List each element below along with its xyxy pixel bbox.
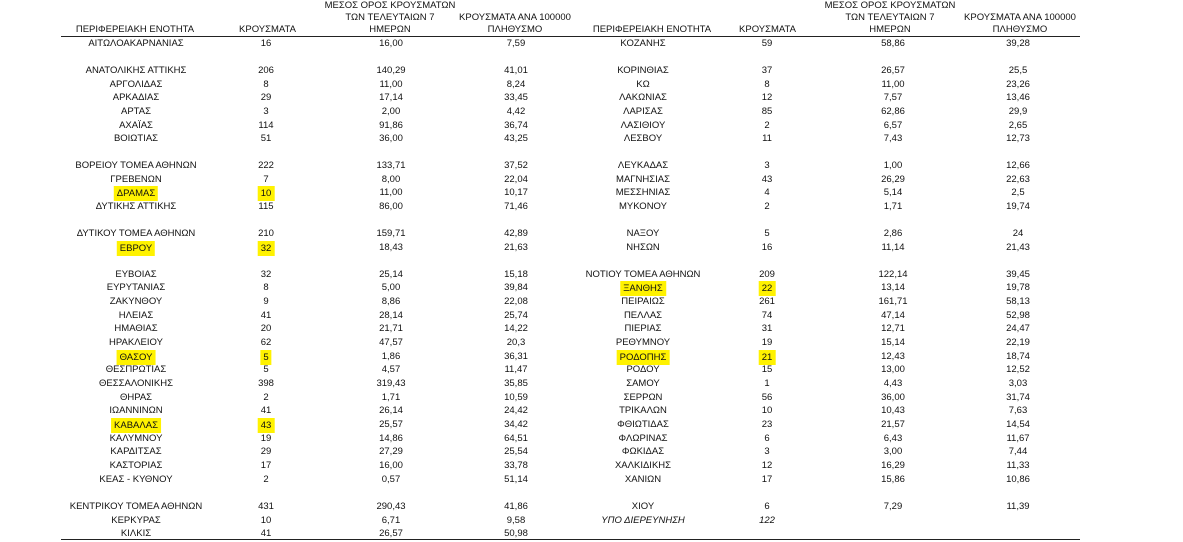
right-cell-per100k: 21,43 [1006, 242, 1030, 253]
left-cell-cases: 41 [260, 310, 272, 321]
right-cell-per100k: 10,86 [1006, 474, 1030, 485]
left-cell-cases: 32 [260, 269, 272, 280]
right-cell-cases: 6 [764, 433, 770, 444]
left-cell-region: ΚΕΝΤΡΙΚΟΥ ΤΟΜΕΑ ΑΘΗΝΩΝ [69, 501, 203, 512]
left-cell-avg7: 1,86 [381, 351, 401, 362]
left-cell-cases: 114 [258, 120, 274, 131]
left-cell-region: ΔΥΤΙΚΟΥ ΤΟΜΕΑ ΑΘΗΝΩΝ [76, 228, 196, 239]
right-cell-region: ΜΥΚΟΝΟΥ [619, 201, 667, 212]
left-cell-region: ΑΝΑΤΟΛΙΚΗΣ ΑΤΤΙΚΗΣ [85, 65, 187, 76]
left-cell-region: ΖΑΚΥΝΘΟΥ [109, 296, 163, 307]
right-cell-region: ΣΑΜΟΥ [626, 378, 660, 389]
right-cell-region: ΚΩ [636, 79, 650, 90]
right-cell-per100k: 19,74 [1006, 201, 1030, 212]
left-cell-cases: 8 [263, 282, 269, 293]
left-cell-cases: 115 [258, 201, 274, 212]
left-cell-cases: 41 [260, 528, 272, 539]
left-cell-avg7: 133,71 [376, 160, 406, 171]
right-table-row [0, 473, 1183, 486]
right-table-row [0, 64, 1183, 77]
left-cell-per100k: 43,25 [504, 133, 528, 144]
right-cell-avg7: 21,57 [881, 419, 905, 430]
right-cell-region: ΛΑΣΙΘΙΟΥ [620, 120, 666, 131]
right-cell-avg7: 1,00 [883, 160, 903, 171]
right-cell-per100k: 24 [1012, 228, 1024, 239]
right-cell-cases: 74 [761, 310, 773, 321]
right-cell-avg7: 5,14 [883, 187, 903, 198]
left-cell-avg7: 11,00 [379, 79, 403, 90]
right-cell-per100k: 31,74 [1006, 392, 1030, 403]
left-cell-cases: 9 [263, 296, 269, 307]
left-cell-per100k: 8,24 [506, 79, 526, 90]
right-table-row [0, 404, 1183, 417]
right-table-row [0, 309, 1183, 322]
left-cell-avg7: 86,00 [379, 201, 403, 212]
right-cell-avg7: 1,71 [883, 201, 903, 212]
right-table-row [0, 200, 1183, 213]
right-cell-per100k: 2,5 [1011, 187, 1025, 198]
left-cell-avg7: 290,43 [376, 501, 406, 512]
right-cell-per100k: 7,63 [1008, 405, 1028, 416]
left-cell-per100k: 7,59 [506, 38, 526, 49]
right-cell-per100k: 11,67 [1006, 433, 1030, 444]
left-cell-region: ΚΕΡΚΥΡΑΣ [111, 515, 161, 526]
left-cell-cases: 8 [263, 79, 269, 90]
left-cell-cases: 20 [260, 323, 272, 334]
left-cell-avg7: 1,71 [381, 392, 401, 403]
right-cell-avg7: 15,14 [881, 337, 905, 348]
left-cell-avg7: 11,00 [379, 187, 403, 198]
left-cell-avg7: 2,00 [381, 106, 401, 117]
left-cell-cases: 3 [263, 106, 269, 117]
left-cell-region: ΑΡΓΟΛΙΔΑΣ [109, 79, 163, 90]
right-cell-region: ΠΕΛΛΑΣ [623, 310, 663, 321]
left-cell-avg7: 140,29 [376, 65, 406, 76]
right-cell-cases: 2 [764, 201, 770, 212]
left-cell-region: ΚΑΡΔΙΤΣΑΣ [110, 446, 162, 457]
right-cell-avg7: 7,29 [883, 501, 903, 512]
left-cell-per100k: 25,54 [504, 446, 528, 457]
right-cell-per100k: 13,46 [1006, 92, 1030, 103]
left-cell-cases: 2 [263, 474, 269, 485]
right-cell-region: ΛΑΡΙΣΑΣ [623, 106, 663, 117]
right-table-row [0, 186, 1183, 199]
right-cell-per100k: 3,03 [1008, 378, 1028, 389]
left-cell-per100k: 33,45 [504, 92, 528, 103]
left-cell-avg7: 28,14 [379, 310, 403, 321]
left-cell-avg7: 8,86 [381, 296, 401, 307]
right-cell-avg7: 7,43 [883, 133, 903, 144]
right-cell-avg7: 26,57 [881, 65, 905, 76]
left-header-per100k: ΚΡΟΥΣΜΑΤΑ ΑΝΑ 100000 ΠΛΗΘΥΣΜΟ [459, 12, 571, 35]
right-cell-per100k: 22,63 [1006, 174, 1030, 185]
right-table-row [0, 281, 1183, 294]
right-table-row [0, 363, 1183, 376]
right-table-row [0, 37, 1183, 50]
right-cell-region: ΦΛΩΡΙΝΑΣ [618, 433, 668, 444]
right-table-row [0, 391, 1183, 404]
left-cell-avg7: 18,43 [379, 242, 403, 253]
right-cell-cases: 56 [761, 392, 773, 403]
left-cell-cases: 10 [258, 186, 275, 201]
left-cell-cases: 222 [258, 160, 274, 171]
left-cell-per100k: 41,01 [504, 65, 528, 76]
right-cell-region: ΠΕΙΡΑΙΩΣ [621, 296, 665, 307]
right-table-row [0, 432, 1183, 445]
left-cell-region: ΑΙΤΩΛΟΑΚΑΡΝΑΝΙΑΣ [88, 38, 184, 49]
left-cell-per100k: 41,86 [504, 501, 528, 512]
right-table-row [0, 173, 1183, 186]
left-cell-cases: 2 [263, 392, 269, 403]
left-cell-avg7: 0,57 [381, 474, 401, 485]
right-cell-avg7: 13,14 [881, 282, 905, 293]
right-cell-per100k: 12,66 [1006, 160, 1030, 171]
left-cell-cases: 398 [258, 378, 274, 389]
left-cell-cases: 210 [258, 228, 274, 239]
right-cell-avg7: 6,43 [883, 433, 903, 444]
left-cell-per100k: 9,58 [506, 515, 526, 526]
left-cell-region: ΑΡΚΑΔΙΑΣ [112, 92, 160, 103]
right-cell-region: ΡΟΔΟΥ [626, 364, 660, 375]
right-cell-cases: 59 [761, 38, 773, 49]
left-cell-cases: 19 [260, 433, 272, 444]
left-cell-avg7: 4,57 [381, 364, 401, 375]
right-cell-cases: 5 [764, 228, 770, 239]
right-cell-cases: 23 [761, 419, 773, 430]
left-cell-avg7: 14,86 [379, 433, 403, 444]
right-cell-region: ΞΑΝΘΗΣ [620, 281, 666, 296]
right-cell-region: ΝΑΞΟΥ [626, 228, 660, 239]
left-cell-per100k: 36,74 [504, 120, 528, 131]
right-cell-cases: 4 [764, 187, 770, 198]
right-cell-avg7: 12,43 [881, 351, 905, 362]
right-cell-region: ΚΟΡΙΝΘΙΑΣ [617, 65, 669, 76]
left-cell-region: ΙΩΑΝΝΙΝΩΝ [109, 405, 163, 416]
left-cell-region: ΗΡΑΚΛΕΙΟΥ [109, 337, 163, 348]
right-table-row [0, 78, 1183, 91]
right-cell-avg7: 11,14 [881, 242, 905, 253]
right-cell-cases: 15 [761, 364, 773, 375]
right-table-row [0, 132, 1183, 145]
right-table-row [0, 268, 1183, 281]
left-table-row [0, 527, 1183, 540]
right-table-row [0, 105, 1183, 118]
right-table-row [0, 227, 1183, 240]
right-cell-avg7: 26,29 [881, 174, 905, 185]
right-cell-avg7: 4,43 [883, 378, 903, 389]
left-cell-cases: 431 [258, 501, 274, 512]
left-cell-per100k: 37,52 [504, 160, 528, 171]
left-cell-per100k: 22,04 [504, 174, 528, 185]
right-cell-region: ΛΕΣΒΟΥ [623, 133, 663, 144]
left-cell-cases: 17 [260, 460, 272, 471]
left-cell-region: ΔΡΑΜΑΣ [114, 186, 158, 201]
right-cell-cases: 2 [764, 120, 770, 131]
left-cell-avg7: 91,86 [379, 120, 403, 131]
right-cell-per100k: 52,98 [1006, 310, 1030, 321]
right-cell-per100k: 25,5 [1008, 65, 1028, 76]
right-table-row [0, 445, 1183, 458]
left-cell-per100k: 22,08 [504, 296, 528, 307]
right-cell-avg7: 10,43 [881, 405, 905, 416]
left-cell-per100k: 50,98 [504, 528, 528, 539]
right-table-row [0, 159, 1183, 172]
left-cell-per100k: 20,3 [506, 337, 526, 348]
right-cell-region: ΜΑΓΝΗΣΙΑΣ [616, 174, 670, 185]
left-cell-cases: 7 [263, 174, 269, 185]
left-cell-per100k: 11,47 [504, 364, 528, 375]
right-cell-per100k: 24,47 [1006, 323, 1030, 334]
left-cell-per100k: 10,59 [504, 392, 528, 403]
right-cell-cases: 11 [762, 133, 772, 144]
right-cell-region: ΧΑΛΚΙΔΙΚΗΣ [614, 460, 672, 471]
right-cell-per100k: 39,45 [1006, 269, 1030, 280]
left-cell-avg7: 319,43 [376, 378, 406, 389]
right-cell-per100k: 12,52 [1006, 364, 1030, 375]
right-table-row [0, 514, 1183, 527]
left-cell-region: ΕΒΡΟΥ [117, 241, 155, 256]
right-cell-cases: 122 [759, 515, 775, 526]
right-cell-per100k: 22,19 [1006, 337, 1030, 348]
right-cell-cases: 209 [759, 269, 775, 280]
right-cell-cases: 8 [764, 79, 770, 90]
right-cell-cases: 6 [764, 501, 770, 512]
right-cell-cases: 3 [764, 446, 770, 457]
right-cell-region: ΛΕΥΚΑΔΑΣ [617, 160, 669, 171]
left-cell-region: ΗΜΑΘΙΑΣ [114, 323, 158, 334]
right-cell-per100k: 58,13 [1006, 296, 1030, 307]
right-cell-avg7: 6,57 [883, 120, 903, 131]
left-cell-avg7: 25,14 [379, 269, 403, 280]
right-cell-per100k: 18,74 [1006, 351, 1030, 362]
right-cell-avg7: 62,86 [881, 106, 905, 117]
left-cell-cases: 62 [260, 337, 272, 348]
right-cell-cases: 16 [761, 242, 773, 253]
left-cell-avg7: 25,57 [379, 419, 403, 430]
left-cell-region: ΗΛΕΙΑΣ [118, 310, 154, 321]
right-cell-region: ΡΟΔΟΠΗΣ [617, 350, 670, 365]
right-cell-avg7: 36,00 [881, 392, 905, 403]
left-cell-cases: 32 [258, 241, 275, 256]
left-cell-region: ΕΥΒΟΙΑΣ [115, 269, 157, 280]
right-cell-per100k: 19,78 [1006, 282, 1030, 293]
right-cell-avg7: 7,57 [883, 92, 903, 103]
left-cell-per100k: 33,78 [504, 460, 528, 471]
right-cell-per100k: 7,44 [1008, 446, 1028, 457]
right-cell-per100k: 14,54 [1006, 419, 1030, 430]
left-cell-region: ΚΙΛΚΙΣ [120, 528, 152, 539]
right-cell-avg7: 58,86 [881, 38, 905, 49]
left-cell-avg7: 47,57 [379, 337, 403, 348]
right-cell-cases: 12 [761, 460, 773, 471]
right-cell-cases: 37 [761, 65, 773, 76]
right-cell-per100k: 11,33 [1006, 460, 1030, 471]
right-cell-avg7: 47,14 [881, 310, 905, 321]
left-cell-region: ΘΑΣΟΥ [117, 350, 156, 365]
left-cell-avg7: 27,29 [379, 446, 403, 457]
right-cell-avg7: 161,71 [878, 296, 908, 307]
right-cell-per100k: 11,39 [1006, 501, 1030, 512]
left-cell-per100k: 25,74 [504, 310, 528, 321]
left-cell-region: ΕΥΡΥΤΑΝΙΑΣ [106, 282, 166, 293]
left-cell-cases: 10 [260, 515, 272, 526]
left-cell-cases: 41 [260, 405, 272, 416]
left-cell-avg7: 26,14 [379, 405, 403, 416]
right-cell-cases: 85 [761, 106, 773, 117]
left-cell-region: ΓΡΕΒΕΝΩΝ [110, 174, 162, 185]
right-cell-per100k: 2,65 [1008, 120, 1028, 131]
right-table-row [0, 241, 1183, 254]
right-cell-region: ΧΙΟΥ [631, 501, 655, 512]
right-table-row [0, 336, 1183, 349]
left-cell-cases: 43 [258, 418, 275, 433]
right-cell-cases: 261 [759, 296, 775, 307]
right-cell-avg7: 3,00 [883, 446, 903, 457]
left-cell-cases: 29 [260, 92, 272, 103]
left-cell-avg7: 21,71 [379, 323, 403, 334]
right-cell-cases: 19 [761, 337, 773, 348]
left-header-cases: ΚΡΟΥΣΜΑΤΑ [239, 24, 296, 35]
right-cell-region: ΦΩΚΙΔΑΣ [621, 446, 665, 457]
left-cell-per100k: 14,22 [504, 323, 528, 334]
left-cell-per100k: 35,85 [504, 378, 528, 389]
right-cell-region: ΡΕΘΥΜΝΟΥ [615, 337, 671, 348]
left-cell-per100k: 10,17 [504, 187, 528, 198]
left-header-region: ΠΕΡΙΦΕΡΕΙΑΚΗ ΕΝΟΤΗΤΑ [75, 24, 195, 35]
left-cell-avg7: 6,71 [381, 515, 401, 526]
right-cell-region: ΛΑΚΩΝΙΑΣ [619, 92, 667, 103]
left-cell-avg7: 16,00 [379, 38, 403, 49]
left-cell-cases: 16 [260, 38, 272, 49]
left-cell-region: ΚΑΛΥΜΝΟΥ [109, 433, 163, 444]
left-cell-region: ΑΧΑΪΑΣ [119, 120, 153, 131]
right-cell-region: ΣΕΡΡΩΝ [623, 392, 663, 403]
right-cell-cases: 10 [761, 405, 773, 416]
right-table-row [0, 459, 1183, 472]
left-cell-avg7: 5,00 [381, 282, 401, 293]
right-cell-avg7: 16,29 [881, 460, 905, 471]
right-cell-region: ΝΟΤΙΟΥ ΤΟΜΕΑ ΑΘΗΝΩΝ [585, 269, 701, 280]
right-cell-avg7: 11,00 [881, 79, 905, 90]
left-cell-avg7: 159,71 [376, 228, 406, 239]
left-cell-per100k: 51,14 [504, 474, 528, 485]
left-cell-per100k: 24,42 [504, 405, 528, 416]
left-cell-per100k: 15,18 [504, 269, 528, 280]
left-cell-region: ΘΕΣΣΑΛΟΝΙΚΗΣ [99, 378, 173, 389]
right-table-row [0, 91, 1183, 104]
right-cell-avg7: 122,14 [878, 269, 908, 280]
left-cell-per100k: 64,51 [504, 433, 528, 444]
right-cell-avg7: 2,86 [883, 228, 903, 239]
right-cell-region: ΦΘΙΩΤΙΔΑΣ [617, 419, 669, 430]
right-cell-cases: 12 [761, 92, 773, 103]
right-cell-avg7: 15,86 [881, 474, 905, 485]
right-cell-cases: 22 [759, 281, 776, 296]
left-cell-avg7: 16,00 [379, 460, 403, 471]
right-cell-cases: 43 [761, 174, 773, 185]
right-table-row [0, 500, 1183, 513]
left-cell-per100k: 4,42 [506, 106, 526, 117]
right-header-avg7: ΜΕΣΟΣ ΟΡΟΣ ΚΡΟΥΣΜΑΤΩΝ ΤΩΝ ΤΕΛΕΥΤΑΙΩΝ 7 ΗΜΕΡΩΝ [824, 0, 956, 35]
right-header-per100k: ΚΡΟΥΣΜΑΤΑ ΑΝΑ 100000 ΠΛΗΘΥΣΜΟ [964, 12, 1076, 35]
left-cell-region: ΔΥΤΙΚΗΣ ΑΤΤΙΚΗΣ [95, 201, 177, 212]
left-cell-region: ΑΡΤΑΣ [121, 106, 151, 117]
right-cell-region: ΠΙΕΡΙΑΣ [624, 323, 662, 334]
left-cell-cases: 51 [260, 133, 272, 144]
left-cell-per100k: 34,42 [504, 419, 528, 430]
right-cell-per100k: 39,28 [1006, 38, 1030, 49]
left-cell-cases: 5 [263, 364, 269, 375]
right-header-cases: ΚΡΟΥΣΜΑΤΑ [739, 24, 796, 35]
left-cell-per100k: 39,84 [504, 282, 528, 293]
left-cell-region: ΚΑΣΤΟΡΙΑΣ [109, 460, 163, 471]
right-table-row [0, 119, 1183, 132]
left-cell-cases: 206 [258, 65, 274, 76]
right-cell-region: ΚΟΖΑΝΗΣ [620, 38, 666, 49]
right-table-row [0, 295, 1183, 308]
right-cell-cases: 1 [764, 378, 770, 389]
left-cell-cases: 29 [260, 446, 272, 457]
left-cell-region: ΘΕΣΠΡΩΤΙΑΣ [105, 364, 167, 375]
right-cell-avg7: 12,71 [881, 323, 905, 334]
right-cell-per100k: 12,73 [1006, 133, 1030, 144]
left-cell-region: ΚΕΑΣ - ΚΥΘΝΟΥ [99, 474, 173, 485]
right-cell-cases: 17 [761, 474, 773, 485]
right-table-row [0, 377, 1183, 390]
right-cell-region: ΤΡΙΚΑΛΩΝ [619, 405, 667, 416]
right-cell-cases: 3 [764, 160, 770, 171]
left-cell-per100k: 71,46 [504, 201, 528, 212]
right-cell-region: ΧΑΝΙΩΝ [624, 474, 662, 485]
right-cell-region: ΝΗΣΩΝ [626, 242, 660, 253]
left-cell-region: ΒΟΡΕΙΟΥ ΤΟΜΕΑ ΑΘΗΝΩΝ [75, 160, 197, 171]
right-cell-region: ΜΕΣΣΗΝΙΑΣ [615, 187, 671, 198]
left-cell-per100k: 36,31 [504, 351, 528, 362]
left-cell-region: ΘΗΡΑΣ [119, 392, 153, 403]
right-cell-per100k: 29,9 [1008, 106, 1028, 117]
left-cell-avg7: 36,00 [379, 133, 403, 144]
right-header-region: ΠΕΡΙΦΕΡΕΙΑΚΗ ΕΝΟΤΗΤΑ [592, 24, 712, 35]
right-table-row [0, 350, 1183, 363]
left-cell-per100k: 42,89 [504, 228, 528, 239]
left-cell-avg7: 8,00 [381, 174, 401, 185]
right-table-row [0, 322, 1183, 335]
right-cell-cases: 31 [761, 323, 773, 334]
left-cell-region: ΒΟΙΩΤΙΑΣ [113, 133, 159, 144]
left-cell-per100k: 21,63 [504, 242, 528, 253]
left-cell-avg7: 26,57 [379, 528, 403, 539]
right-cell-region: ΥΠΟ ΔΙΕΡΕΥΝΗΣΗ [601, 515, 685, 526]
left-cell-avg7: 17,14 [379, 92, 403, 103]
left-cell-region: ΚΑΒΑΛΑΣ [111, 418, 161, 433]
right-table-row [0, 418, 1183, 431]
left-header-avg7: ΜΕΣΟΣ ΟΡΟΣ ΚΡΟΥΣΜΑΤΩΝ ΤΩΝ ΤΕΛΕΥΤΑΙΩΝ 7 ΗΜΕΡΩΝ [324, 0, 456, 35]
left-cell-cases: 5 [260, 350, 271, 365]
right-cell-cases: 21 [759, 350, 776, 365]
right-cell-avg7: 13,00 [881, 364, 905, 375]
right-cell-per100k: 23,26 [1006, 79, 1030, 90]
